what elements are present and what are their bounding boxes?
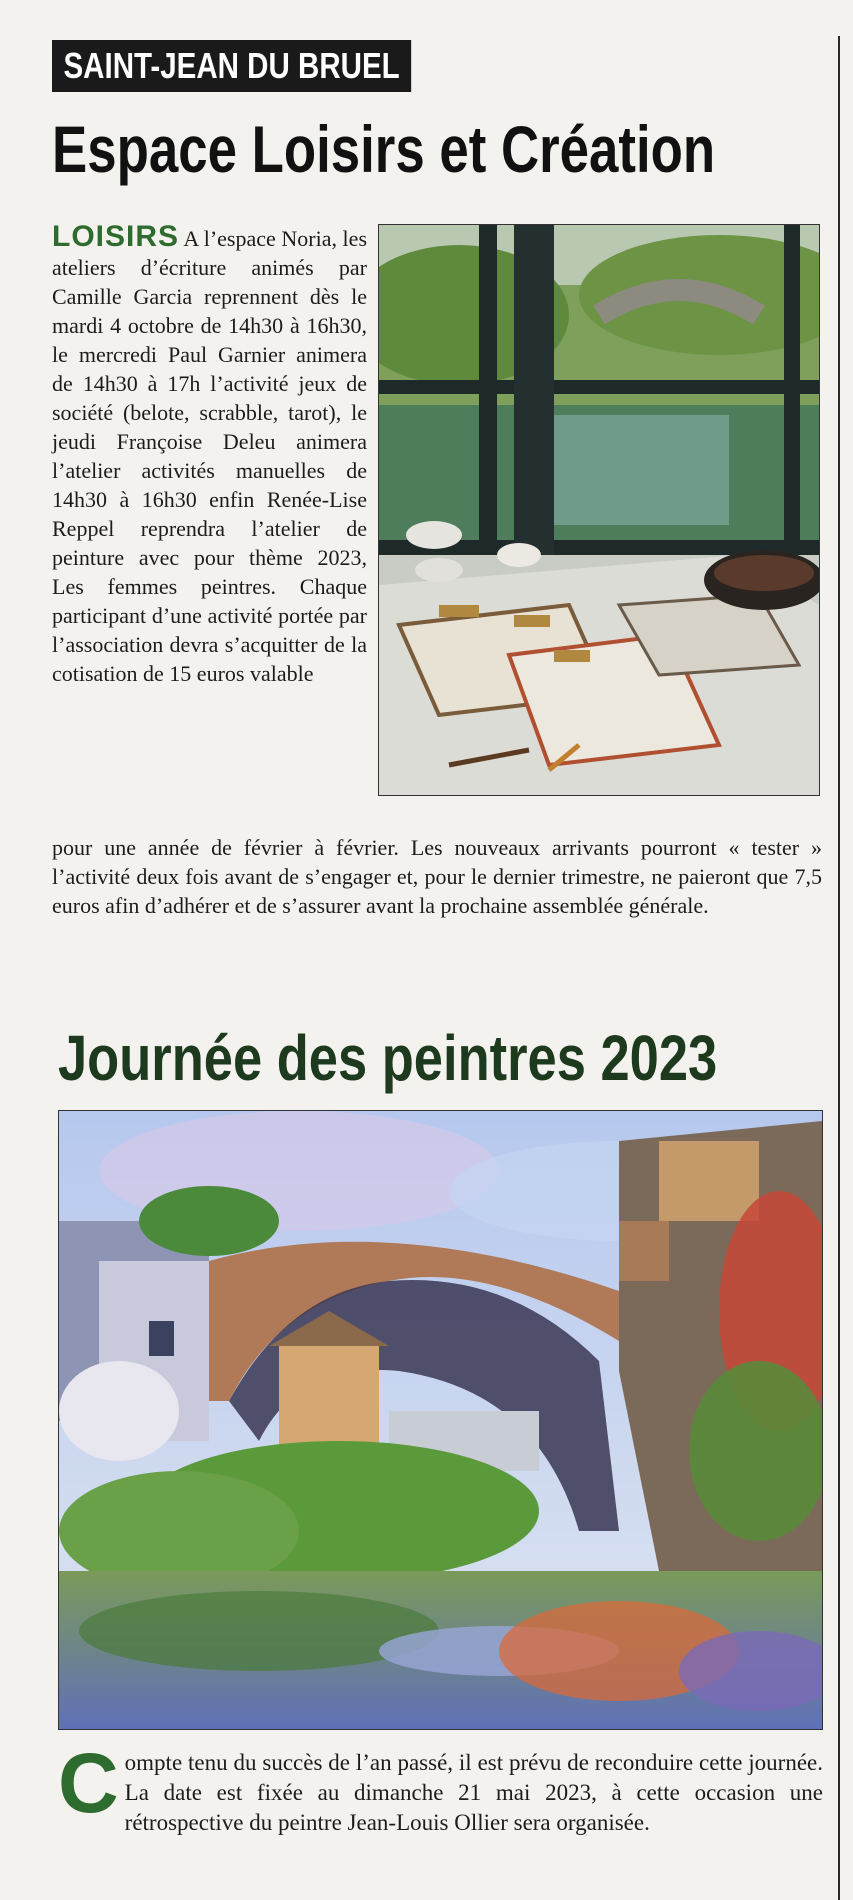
article2-text: ompte tenu du succès de l’an passé, il est prévu de reconduire cette journée. La date est fixée au dimanche 21 mai 2023, à cette occasion une rétrospective du peintre Jean-Louis Ollier sera organisée. (124, 1750, 823, 1835)
drop-cap: C (58, 1736, 119, 1830)
article2-body (58, 1736, 823, 1838)
bridge-painting (58, 1110, 823, 1730)
article-kicker: LOISIRS (52, 220, 180, 253)
column-rule (838, 36, 840, 1900)
article-body-column (52, 222, 367, 688)
article-body-continued: pour une année de février à février. Les nouveaux arrivants pourront « tester » l’activité deux fois avant de s’engager et, pour le dernier trimestre, ne paieront que 7,5 euros afin d’adhérer et de s’assurer avant la prochaine assemblée générale. (52, 835, 822, 918)
section-tag: SAINT-JEAN DU BRUEL (52, 40, 411, 92)
article2-title: Journée des peintres 2023 (58, 1022, 718, 1094)
article-title: Espace Loisirs et Création (52, 112, 716, 186)
article-body-text: A l’espace Noria, les ateliers d’écriture animés par Camille Garcia reprennent dès le mardi 4 octobre de 14h30 à 16h30, le mercredi Paul Garnier animera de 14h30 à 17h l’activité jeux de société (belote, scrabble, tarot), le jeudi Françoise Deleu animera l’atelier activités manuelles de 14h30 à 16h30 enfin Renée-Lise Reppel reprendra l’atelier de peinture avec pour thème 2023, Les femmes peintres. Chaque participant d’une activité portée par l’association devra s’acquitter de la cotisation de 15 euros valable (52, 226, 367, 686)
workshop-photo (378, 224, 820, 796)
